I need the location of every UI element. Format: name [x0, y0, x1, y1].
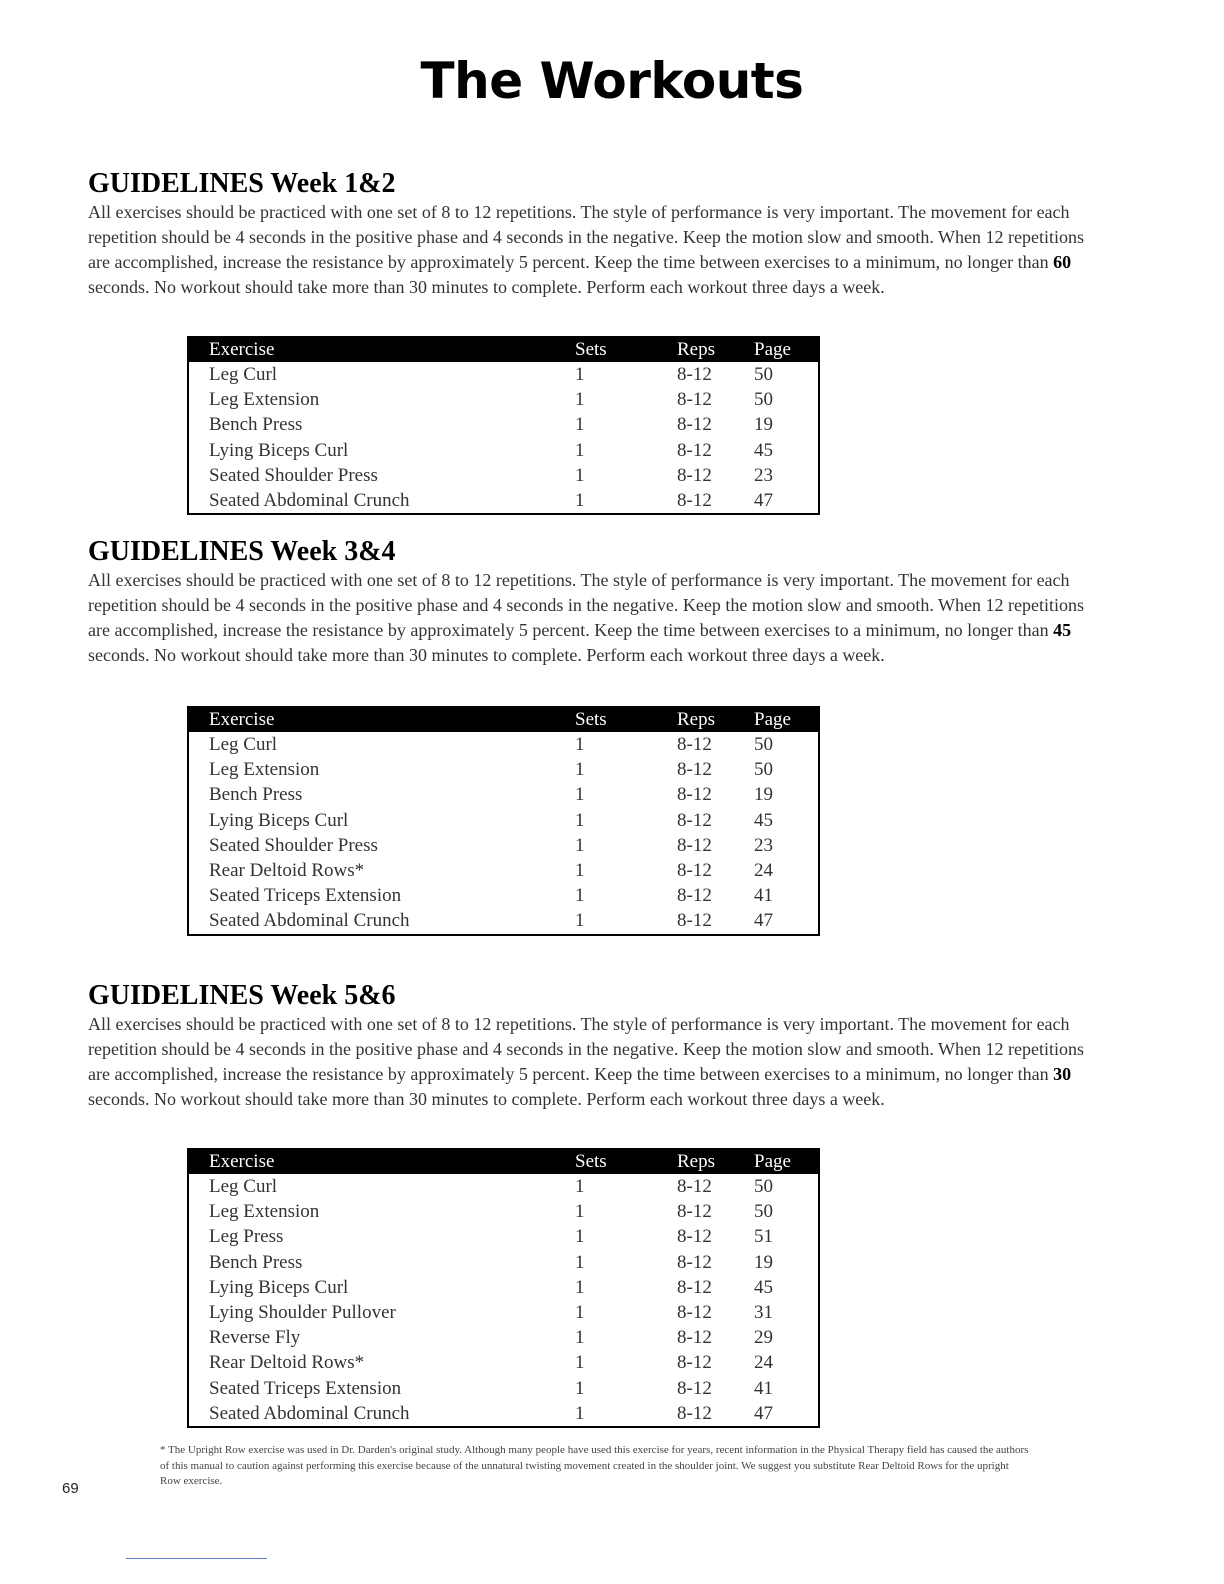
table-header: [189, 1150, 818, 1174]
header-sets: Sets: [575, 1151, 607, 1172]
cell-reps: 8-12: [677, 439, 712, 461]
cell-exercise: Bench Press: [209, 784, 303, 806]
cell-reps: 8-12: [677, 784, 712, 806]
table-row: [189, 858, 818, 883]
cell-exercise: Lying Shoulder Pullover: [209, 1301, 396, 1323]
table-row: [189, 782, 818, 807]
cell-reps: 8-12: [677, 910, 712, 932]
table-row: [189, 1174, 818, 1199]
cell-sets: 1: [575, 1327, 585, 1349]
page-title: The Workouts: [420, 52, 804, 110]
table-row: [189, 488, 818, 513]
rest-seconds: 45: [1053, 620, 1072, 640]
cell-reps: 8-12: [677, 364, 712, 385]
cell-exercise: Seated Shoulder Press: [209, 464, 378, 486]
cell-reps: 8-12: [677, 1327, 712, 1349]
paragraph-text: seconds. No workout should take more than 30 minutes to complete. Perform each workout three days a week.: [88, 645, 885, 665]
cell-page: 50: [754, 389, 773, 411]
cell-exercise: Bench Press: [209, 414, 303, 436]
cell-page: 50: [754, 734, 773, 755]
cell-page: 24: [754, 1352, 773, 1374]
cell-page: 47: [754, 910, 773, 932]
cell-exercise: Leg Curl: [209, 364, 278, 385]
header-reps: Reps: [677, 339, 715, 360]
cell-sets: 1: [575, 1176, 585, 1197]
table-row: [189, 1325, 818, 1350]
cell-reps: 8-12: [677, 859, 712, 881]
cell-page: 45: [754, 439, 773, 461]
cell-sets: 1: [575, 414, 585, 436]
cell-exercise: Rear Deltoid Rows*: [209, 859, 365, 881]
cell-sets: 1: [575, 1251, 585, 1273]
cell-page: 29: [754, 1327, 773, 1349]
cell-page: 41: [754, 1377, 773, 1399]
table-row: [189, 463, 818, 488]
section-paragraph: [88, 200, 1098, 300]
cell-sets: 1: [575, 1201, 585, 1223]
cell-reps: 8-12: [677, 1377, 712, 1399]
cell-sets: 1: [575, 464, 585, 486]
cell-sets: 1: [575, 885, 585, 907]
cell-sets: 1: [575, 1402, 585, 1424]
workout-table-week-3-4: [187, 706, 820, 936]
section-week-3-4: [88, 536, 1098, 668]
cell-sets: 1: [575, 489, 585, 511]
paragraph-text: All exercises should be practiced with one set of 8 to 12 repetitions. The style of performance is very important. The movement for each repetition should be 4 seconds in the positive phase and 4 seconds in the negative. Keep the motion slow and smooth. When 12 repetitions are accomplished, increase the resistance by approximately 5 percent. Keep the time between exercises to a minimum, no longer than: [88, 570, 1084, 640]
table-row: [189, 412, 818, 437]
rest-seconds: 60: [1053, 252, 1072, 272]
cell-reps: 8-12: [677, 734, 712, 755]
header-page: Page: [754, 339, 791, 360]
cell-reps: 8-12: [677, 1276, 712, 1298]
header-sets: Sets: [575, 709, 607, 730]
cell-page: 51: [754, 1226, 773, 1248]
cell-reps: 8-12: [677, 1352, 712, 1374]
cell-exercise: Seated Triceps Extension: [209, 1377, 402, 1399]
cell-reps: 8-12: [677, 1226, 712, 1248]
table-row: [189, 1401, 818, 1426]
cell-sets: 1: [575, 759, 585, 781]
workout-table-week-5-6: [187, 1148, 820, 1428]
table-row: [189, 883, 818, 908]
cell-sets: 1: [575, 364, 585, 385]
paragraph-text: All exercises should be practiced with one set of 8 to 12 repetitions. The style of performance is very important. The movement for each repetition should be 4 seconds in the positive phase and 4 seconds in the negative. Keep the motion slow and smooth. When 12 repetitions are accomplished, increase the resistance by approximately 5 percent. Keep the time between exercises to a minimum, no longer than: [88, 1014, 1084, 1084]
table-header: [189, 708, 818, 732]
cell-page: 19: [754, 1251, 773, 1273]
table-row: [189, 387, 818, 412]
cell-exercise: Leg Extension: [209, 389, 320, 411]
cell-exercise: Leg Extension: [209, 759, 320, 781]
cell-exercise: Bench Press: [209, 1251, 303, 1273]
cell-reps: 8-12: [677, 834, 712, 856]
cell-exercise: Lying Biceps Curl: [209, 439, 349, 461]
table-row: [189, 438, 818, 463]
cell-exercise: Reverse Fly: [209, 1327, 301, 1349]
cell-sets: 1: [575, 1377, 585, 1399]
footnote: * The Upright Row exercise was used in Dr. Darden's original study. Although many people have used this exercise for years, recent information in the Physical Therapy field has caused the authors of this manual to caution against performing this exercise because of the unnatural twisting movement created in the shoulder joint. We suggest you substitute Rear Deltoid Rows for the upright Row exercise.: [160, 1444, 1029, 1487]
table-row: [189, 833, 818, 858]
rest-seconds: 30: [1053, 1064, 1072, 1084]
cell-sets: 1: [575, 439, 585, 461]
header-page: Page: [754, 709, 791, 730]
header-reps: Reps: [677, 709, 715, 730]
cell-exercise: Lying Biceps Curl: [209, 1276, 349, 1298]
table-row: [189, 362, 818, 387]
header-exercise: Exercise: [209, 709, 275, 730]
table-row: [189, 1224, 818, 1249]
cell-page: 50: [754, 364, 773, 385]
cell-page: 19: [754, 414, 773, 436]
cell-exercise: Seated Shoulder Press: [209, 834, 378, 856]
cell-sets: 1: [575, 784, 585, 806]
cell-exercise: Seated Abdominal Crunch: [209, 910, 410, 932]
cell-reps: 8-12: [677, 414, 712, 436]
cell-exercise: Seated Abdominal Crunch: [209, 489, 410, 511]
cell-reps: 8-12: [677, 809, 712, 831]
bottom-rule: [126, 1558, 267, 1559]
section-heading: GUIDELINES Week 1&2: [88, 168, 396, 199]
cell-page: 47: [754, 489, 773, 511]
paragraph-text: seconds. No workout should take more than 30 minutes to complete. Perform each workout three days a week.: [88, 277, 885, 297]
cell-sets: 1: [575, 1226, 585, 1248]
cell-reps: 8-12: [677, 885, 712, 907]
section-heading: GUIDELINES Week 3&4: [88, 536, 396, 567]
section-paragraph: [88, 568, 1098, 668]
cell-page: 47: [754, 1402, 773, 1424]
table-row: [189, 1376, 818, 1401]
cell-sets: 1: [575, 809, 585, 831]
header-page: Page: [754, 1151, 791, 1172]
table-row: [189, 1300, 818, 1325]
cell-page: 24: [754, 859, 773, 881]
cell-exercise: Leg Extension: [209, 1201, 320, 1223]
cell-exercise: Leg Curl: [209, 734, 278, 755]
cell-reps: 8-12: [677, 489, 712, 511]
cell-page: 50: [754, 1201, 773, 1223]
cell-exercise: Seated Abdominal Crunch: [209, 1402, 410, 1424]
cell-sets: 1: [575, 1352, 585, 1374]
cell-page: 19: [754, 784, 773, 806]
cell-page: 41: [754, 885, 773, 907]
cell-page: 31: [754, 1301, 773, 1323]
cell-exercise: Seated Triceps Extension: [209, 885, 402, 907]
table-row: [189, 1199, 818, 1224]
paragraph-text: seconds. No workout should take more than 30 minutes to complete. Perform each workout three days a week.: [88, 1089, 885, 1109]
section-heading: GUIDELINES Week 5&6: [88, 980, 396, 1011]
table-row: [189, 808, 818, 833]
cell-exercise: Rear Deltoid Rows*: [209, 1352, 365, 1374]
cell-sets: 1: [575, 1276, 585, 1298]
cell-exercise: Lying Biceps Curl: [209, 809, 349, 831]
cell-sets: 1: [575, 389, 585, 411]
cell-reps: 8-12: [677, 389, 712, 411]
cell-reps: 8-12: [677, 1301, 712, 1323]
cell-sets: 1: [575, 1301, 585, 1323]
cell-page: 23: [754, 464, 773, 486]
table-row: [189, 732, 818, 757]
cell-sets: 1: [575, 734, 585, 755]
cell-sets: 1: [575, 910, 585, 932]
section-paragraph: [88, 1012, 1098, 1112]
cell-reps: 8-12: [677, 759, 712, 781]
page-number: 69: [62, 1480, 79, 1497]
table-header: [189, 338, 818, 362]
table-row: [189, 1275, 818, 1300]
cell-reps: 8-12: [677, 1176, 712, 1197]
header-sets: Sets: [575, 339, 607, 360]
cell-page: 50: [754, 759, 773, 781]
cell-reps: 8-12: [677, 464, 712, 486]
table-row: [189, 1350, 818, 1375]
table-row: [189, 1250, 818, 1275]
header-exercise: Exercise: [209, 1151, 275, 1172]
workout-table-week-1-2: [187, 336, 820, 515]
section-week-1-2: [88, 168, 1098, 300]
cell-reps: 8-12: [677, 1402, 712, 1424]
header-reps: Reps: [677, 1151, 715, 1172]
cell-exercise: Leg Curl: [209, 1176, 278, 1197]
header-exercise: Exercise: [209, 339, 275, 360]
section-week-5-6: [88, 980, 1098, 1112]
cell-page: 45: [754, 1276, 773, 1298]
cell-exercise: Leg Press: [209, 1226, 284, 1248]
cell-page: 50: [754, 1176, 773, 1197]
cell-reps: 8-12: [677, 1201, 712, 1223]
paragraph-text: All exercises should be practiced with one set of 8 to 12 repetitions. The style of performance is very important. The movement for each repetition should be 4 seconds in the positive phase and 4 seconds in the negative. Keep the motion slow and smooth. When 12 repetitions are accomplished, increase the resistance by approximately 5 percent. Keep the time between exercises to a minimum, no longer than: [88, 202, 1084, 272]
cell-page: 23: [754, 834, 773, 856]
cell-sets: 1: [575, 834, 585, 856]
table-row: [189, 757, 818, 782]
cell-page: 45: [754, 809, 773, 831]
table-row: [189, 908, 818, 933]
cell-reps: 8-12: [677, 1251, 712, 1273]
cell-sets: 1: [575, 859, 585, 881]
